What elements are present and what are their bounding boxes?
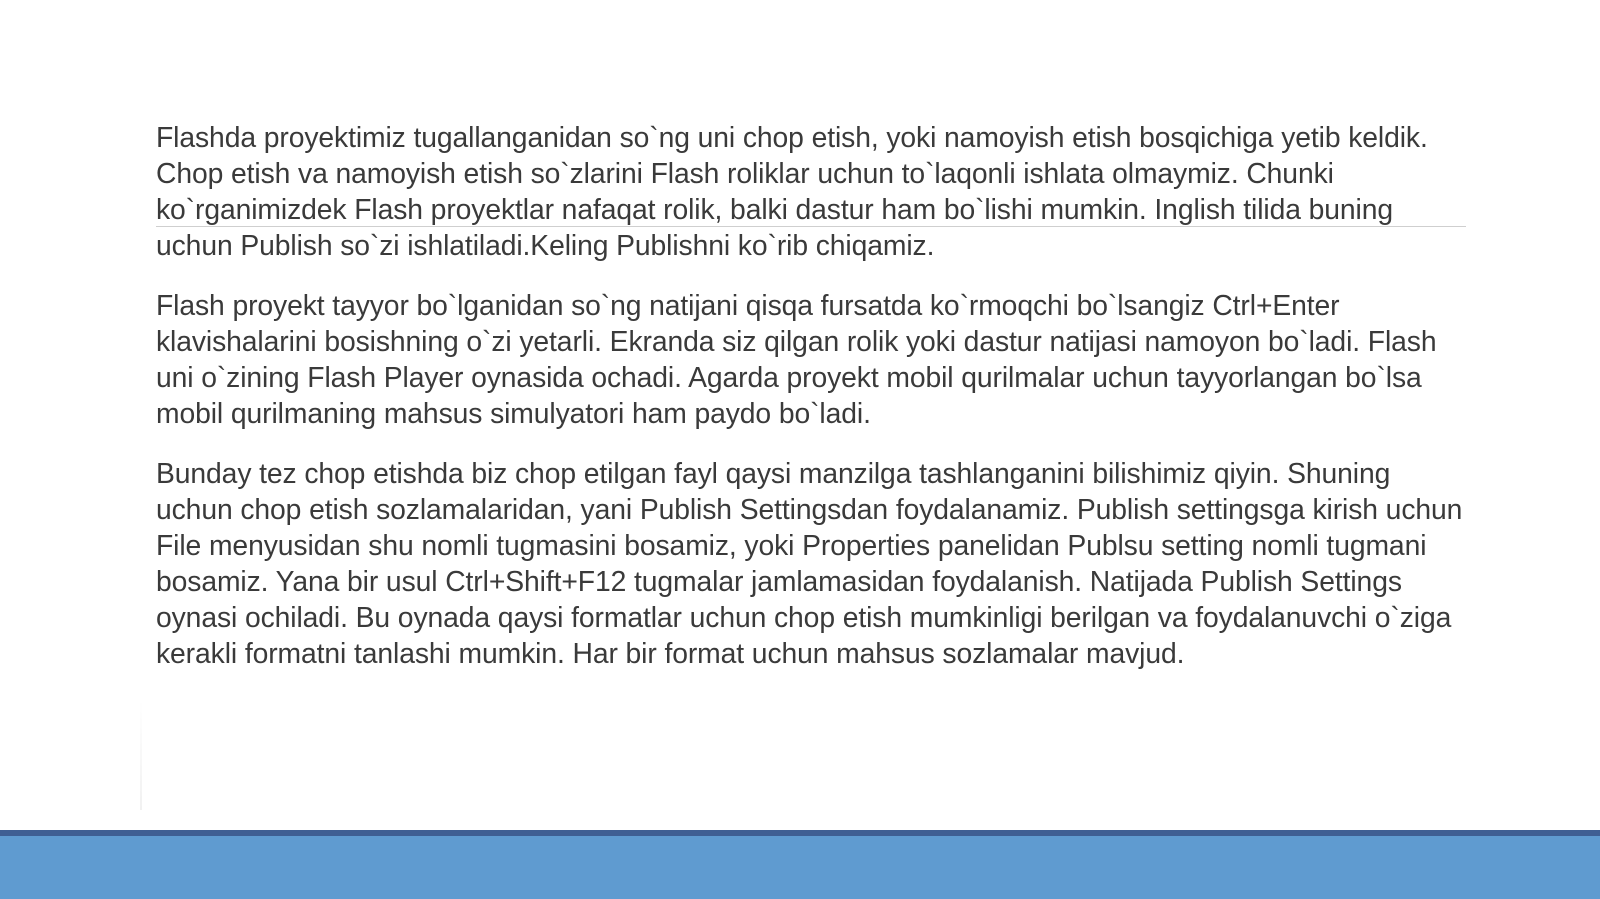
decorative-shadow bbox=[140, 700, 142, 810]
paragraph-1: Flashda proyektimiz tugallanganidan so`ng uni chop etish, yoki namoyish etish bosqichiga yetib keldik. Chop etish va namoyish etish so`zlarini Flash roliklar uchun to`laqonli ishlata olmaymiz. Chunki ko`rganimizdek Flash proyektlar nafaqat rolik, balki dastur ham bo`lishi mumkin. Inglish tilida buning uchun Publish so`zi ishlatiladi.Keling Publishni ko`rib chiqamiz. bbox=[156, 121, 1428, 261]
slide-body-text bbox=[156, 119, 1466, 695]
paragraph-3: Bunday tez chop etishda biz chop etilgan fayl qaysi manzilga tashlanganini bilishimiz qiyin. Shuning uchun chop etish sozlamalaridan, yani Publish Settingsdan foydalanamiz. Publish settingsga kirish uchun File menyusidan shu nomli tugmasini bosamiz, yoki Properties panelidan Publsu setting nomli tugmani bosamiz. Yana bir usul Ctrl+Shift+F12 tugmalar jamlamasidan foydalanish. Natijada Publish Settings oynasi ochiladi. Bu oynada qaysi formatlar uchun chop etish mumkinligi berilgan va foydalanuvchi o`ziga kerakli formatni tanlashi mumkin. Har bir format uchun mahsus sozlamalar mavjud. bbox=[156, 457, 1463, 669]
decorative-underline bbox=[156, 226, 1466, 227]
paragraph-2: Flash proyekt tayyor bo`lganidan so`ng natijani qisqa fursatda ko`rmoqchi bo`lsangiz Ctrl+Enter klavishalarini bosishning o`zi yetarli. Ekranda siz qilgan rolik yoki dastur natijasi namoyon bo`ladi. Flash uni o`zining Flash Player oynasida ochadi. Agarda proyekt mobil qurilmalar uchun tayyorlangan bo`lsa mobil qurilmaning mahsus simulyatori ham paydo bo`ladi. bbox=[156, 289, 1437, 429]
footer-bar bbox=[0, 836, 1600, 899]
